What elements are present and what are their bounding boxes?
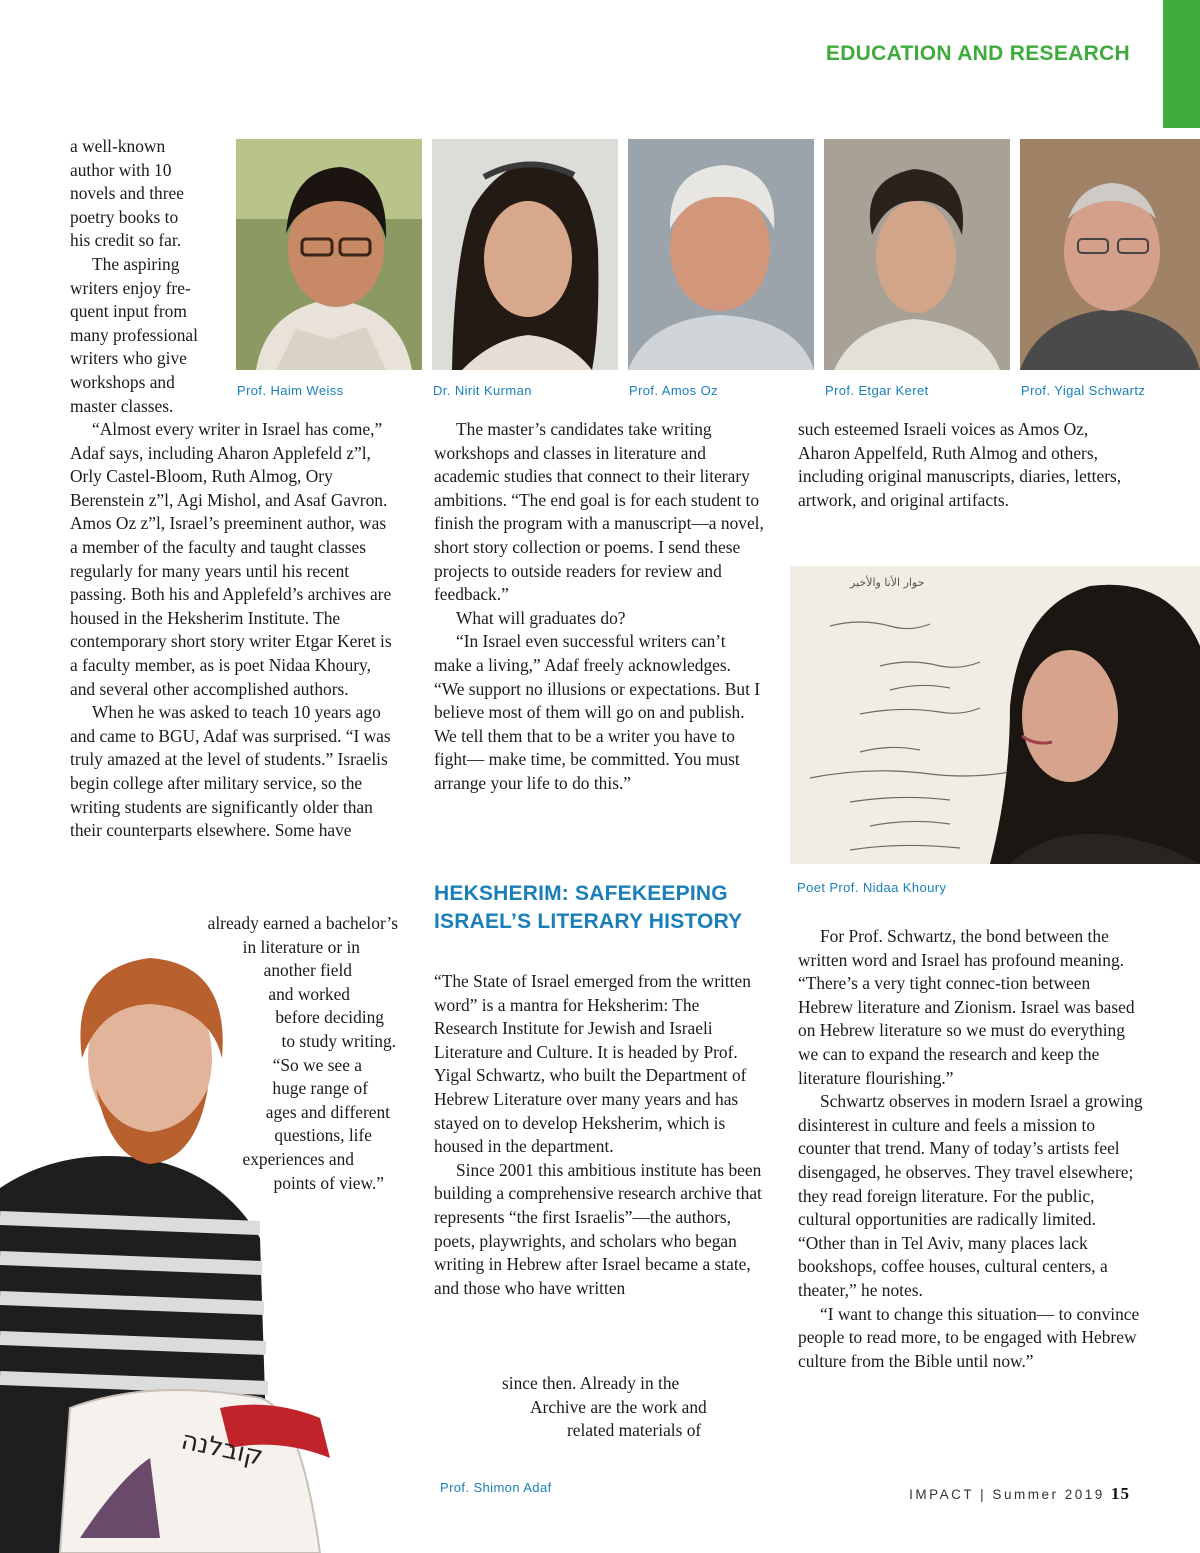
- text-line: since then. Already in the: [502, 1373, 680, 1393]
- text-line: a well-known: [70, 136, 166, 156]
- text-line: another field: [263, 960, 352, 981]
- column-2-heksherim: [434, 970, 764, 1300]
- paragraph: The master’s candidates take writing workshops and classes in literature and academic studies that connect to their literary ambitions. “The end goal is for each student to finish the program with a manuscript—a novel, short story collection or poems. I send these projects to outside readers for review and feedback.”: [434, 419, 764, 605]
- text-line: novels and three: [70, 183, 184, 204]
- text-line: to study writing.: [281, 1030, 396, 1051]
- caption-yigal-schwartz: Prof. Yigal Schwartz: [1021, 383, 1146, 398]
- text-line: quent input from: [70, 301, 187, 322]
- caption-nidaa-khoury: Poet Prof. Nidaa Khoury: [797, 880, 947, 895]
- text-line: poetry books to: [70, 206, 179, 227]
- section-label: EDUCATION AND RESEARCH: [825, 42, 1130, 65]
- publication-info: IMPACT | Summer 2019: [909, 1487, 1105, 1502]
- text-line: many professional: [70, 324, 198, 345]
- text-line: “So we see a: [272, 1054, 362, 1075]
- text-line: master classes.: [70, 395, 174, 416]
- caption-nirit-kurman: Dr. Nirit Kurman: [433, 383, 532, 398]
- text-line: points of view.”: [273, 1172, 384, 1193]
- text-line: ages and different: [265, 1101, 390, 1122]
- column-1-top: [70, 135, 240, 418]
- photo-etgar-keret: [824, 139, 1010, 370]
- paragraph: “The State of Israel emerged from the written word” is a mantra for Heksherim: The Research Institute for Jewish and Israeli Literature and Culture. It is headed by Prof. Yigal Schwartz, who built the Department of Hebrew Literature over many years and has stayed on to develop Heksherim, which is housed in the department.: [434, 971, 751, 1157]
- text-line: questions, life: [274, 1125, 372, 1146]
- photo-nirit-kurman: [432, 139, 618, 370]
- paragraph: What will graduates do?: [456, 607, 626, 628]
- page-footer: [909, 1484, 1130, 1504]
- paragraph: Schwartz observes in modern Israel a growing disinterest in culture and feels a mission to counter that trend. Many of today’s artists feel disengaged, he observes. They travel elsewhere; they read foreign literature. For the public, cultural opportunities are radically limited. “Other than in Tel Aviv, many places lack bookshops, coffee houses, cultural centers, a theater,” he notes.: [798, 1091, 1143, 1300]
- text-line: in literature or in: [242, 936, 360, 957]
- column-3-body: [798, 925, 1143, 1373]
- paragraph: Since 2001 this ambitious institute has been building a comprehensive research archive that represents “the first Israelis”—the authors, poets, playwrights, and scholars who began writing in Hebrew after Israel became a state, and those who have written: [434, 1159, 762, 1298]
- photo-haim-weiss: [236, 139, 422, 370]
- paragraph: “I want to change this situation— to convince people to read more, to be engaged with Hebrew culture from the Bible until now.”: [798, 1303, 1140, 1371]
- text-line: writers enjoy fre-: [70, 277, 191, 298]
- text-line: and worked: [268, 983, 350, 1004]
- caption-haim-weiss: Prof. Haim Weiss: [237, 383, 344, 398]
- photo-amos-oz: [628, 139, 814, 370]
- book-title: קובלנה: [178, 1425, 266, 1473]
- text-line: already earned a bachelor’s: [207, 913, 398, 933]
- heksherim-heading: HEKSHERIM: SAFEKEEPING ISRAEL’S LITERARY HISTORY: [434, 882, 743, 933]
- photo-yigal-schwartz: [1020, 139, 1200, 370]
- column-2-body: [434, 418, 764, 796]
- paragraph: For Prof. Schwartz, the bond between the written word and Israel has profound meaning. “There’s a very tight connec-tion between Hebrew literature and Zionism. Israel was based on Hebrew literature so we must do everything we can to expand the research and keep the literature flourishing.”: [798, 926, 1135, 1088]
- text-line: Archive are the work and: [530, 1396, 707, 1417]
- text-line: The aspiring: [92, 253, 180, 274]
- paragraph: When he was asked to teach 10 years ago and came to BGU, Adaf was surprised. “I was truly amazed at the level of students.” Israelis begin college after military service, so the writing students are significantly older than their counterparts elsewhere. Some have: [70, 702, 391, 841]
- text-line: writers who give: [70, 348, 187, 369]
- column-3-top: [798, 418, 1143, 512]
- section-color-tab: [1163, 0, 1200, 128]
- photo-nidaa-khoury: [790, 566, 1200, 864]
- text-line: huge range of: [272, 1078, 368, 1099]
- text-line: author with 10: [70, 159, 172, 180]
- text-line: related materials of: [567, 1420, 702, 1441]
- column-2-wrap: [434, 1372, 764, 1443]
- text-line: his credit so far.: [70, 230, 182, 251]
- column-1-body: [70, 418, 398, 843]
- page-number: 15: [1111, 1484, 1130, 1503]
- paragraph: “Almost every writer in Israel has come,” Adaf says, including Aharon Applefeld z”l, Orly Castel-Bloom, Ruth Almog, Ory Berenstein z”l, Agi Mishol, and Asaf Gavron. Amos Oz z”l, Israel’s preeminent author, was a member of the faculty and taught classes regularly for many years until his recent passing. Both his and Applefeld’s archives are housed in the Heksherim Institute. The contemporary short story writer Etgar Keret is a faculty member, as is poet Nidaa Khoury, and several other accomplished authors.: [70, 419, 392, 699]
- manuscript-heading: حوار الأنا والأخير: [850, 576, 925, 589]
- paragraph: such esteemed Israeli voices as Amos Oz, Aharon Appelfeld, Ruth Almog and others, including original manuscripts, diaries, letters, artwork, and original artifacts.: [798, 419, 1122, 510]
- caption-amos-oz: Prof. Amos Oz: [629, 383, 719, 398]
- text-line: before deciding: [275, 1007, 384, 1028]
- column-1-wrap: [70, 912, 400, 1195]
- text-line: workshops and: [70, 371, 175, 392]
- paragraph: “In Israel even successful writers can’t make a living,” Adaf freely acknowledges. “We support no illusions or expectations. But I believe most of them will go on and publish. We tell them that to be a writer you have to fight— make time, be committed. You must arrange your life to do this.”: [434, 631, 761, 793]
- text-line: experiences and: [242, 1148, 354, 1169]
- caption-shimon-adaf: Prof. Shimon Adaf: [440, 1480, 552, 1495]
- caption-etgar-keret: Prof. Etgar Keret: [825, 383, 929, 398]
